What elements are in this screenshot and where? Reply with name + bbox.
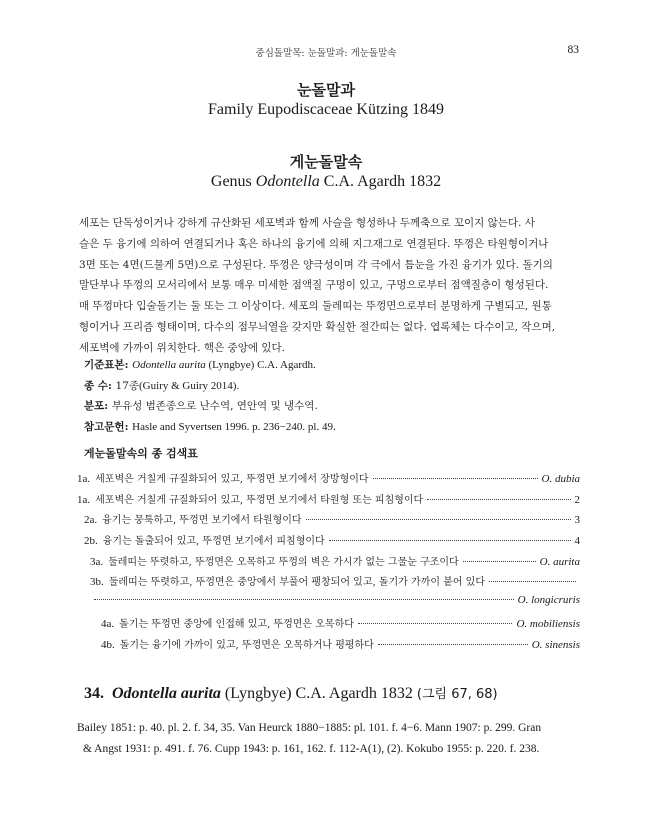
description-line: 3면 또는 4면(드물게 5면)으로 구성된다. 뚜껑은 양극성이며 각 극에서 틈눈을 가진 융기가 있다. 돌기의 xyxy=(79,258,553,271)
dot-leader xyxy=(373,478,538,479)
key-target: O. longicruris xyxy=(517,594,580,607)
figure-reference: (그림 67, 68) xyxy=(416,687,498,702)
dot-leader xyxy=(94,599,514,600)
key-couplet-number: 4a. xyxy=(101,617,115,630)
key-couplet-text: 둘레띠는 뚜렷하고, 뚜껑면은 중앙에서 부풀어 팽창되어 있고, 돌기가 가까이 붙어 있다 xyxy=(108,577,485,589)
key-target: 2 xyxy=(574,493,580,506)
type-species-label: 기준표본 xyxy=(84,359,125,371)
distribution-row: 분포: 부유성 범존종으로 난수역, 연안역 및 냉수역. xyxy=(84,400,318,412)
key-couplet-text: 세포벽은 거칠게 규질화되어 있고, 뚜껑면 보기에서 타원형 또는 피침형이다 xyxy=(95,494,424,506)
key-target: 4 xyxy=(574,535,580,548)
genus-title-latin xyxy=(0,173,652,191)
synonymy-references xyxy=(77,718,577,760)
species-authority: (Lyngbye) C.A. Agardh 1832 xyxy=(220,685,417,702)
key-target: 3 xyxy=(574,514,580,527)
species-heading xyxy=(84,683,498,703)
species-number: 34. xyxy=(84,685,104,702)
species-count-ref: (Guiry & Guiry 2014). xyxy=(139,379,240,392)
distribution-value: 부유성 범존종으로 난수역, 연안역 및 냉수역. xyxy=(111,400,318,412)
species-count-row: 종 수: 17종(Guiry & Guiry 2014). xyxy=(84,379,240,392)
key-couplet-number: 2b. xyxy=(84,535,98,548)
key-couplet-text: 융기는 뭉툭하고, 뚜껑면 보기에서 타원형이다 xyxy=(102,515,302,527)
key-row xyxy=(77,553,580,574)
description-line: 슬은 두 융기에 의하여 연결되거나 혹은 하나의 융기에 의해 지그재그로 연결된다. 뚜껑은 타원형이거나 xyxy=(79,237,549,250)
key-row xyxy=(77,636,580,657)
description-line: 매 뚜껑마다 입술돌기는 둘 또는 그 이상이다. 세포의 둘레띠는 뚜껑면으로부터 분명하게 구별되고, 원통 xyxy=(79,300,552,313)
key-row xyxy=(77,615,580,636)
key-couplet-text: 둘레띠는 뚜렷하고, 뚜껑면은 오목하고 뚜껑의 벽은 가시가 없는 그물눈 구조이다 xyxy=(108,556,459,568)
key-row xyxy=(77,573,580,594)
key-row xyxy=(77,511,580,532)
identification-key xyxy=(77,470,580,656)
family-title-korean: 눈돌말과 xyxy=(297,81,355,99)
key-couplet-text: 돌기는 뚜껑면 중앙에 인접해 있고, 뚜껑면은 오목하다 xyxy=(119,618,354,630)
key-couplet-number: 4b. xyxy=(101,638,115,651)
key-couplet-text: 돌기는 융기에 가까이 있고, 뚜껑면은 오목하거나 평평하다 xyxy=(119,639,374,651)
type-species-name: Odontella aurita xyxy=(132,359,206,371)
key-row xyxy=(77,532,580,553)
references-row: 참고문헌: Hasle and Syvertsen 1996. p. 236−240. pl. 49. xyxy=(84,420,336,433)
genus-authority: C.A. Agardh 1832 xyxy=(319,173,442,190)
key-target: O. aurita xyxy=(539,555,580,568)
page-number: 83 xyxy=(567,44,579,56)
key-couplet-number: 1a. xyxy=(77,493,91,506)
species-count-value: 17종 xyxy=(115,379,140,392)
identification-key-title: 게눈돌말속의 종 검색표 xyxy=(84,447,198,460)
running-head: 중심돌말목: 눈돌말과: 게눈돌말속 xyxy=(255,48,397,59)
type-species-row: 기준표본: Odontella aurita (Lyngbye) C.A. Agardh. xyxy=(84,359,316,371)
key-couplet-number: 2a. xyxy=(84,514,98,527)
reference-line: Bailey 1851: p. 40. pl. 2. f. 34, 35. Van Heurck 1880−1885: pl. 101. f. 4−6. Mann 1907: p. 299. Gran xyxy=(77,722,542,734)
genus-description xyxy=(79,213,577,359)
genus-prefix: Genus xyxy=(210,173,256,190)
family-title-latin: Family Eupodiscaceae Kützing 1849 xyxy=(208,101,444,118)
key-couplet-text: 융기는 돌출되어 있고, 뚜껑면 보기에서 피침형이다 xyxy=(102,536,325,548)
reference-line: & Angst 1931: p. 491. f. 76. Cupp 1943: p. 161, 162. f. 112-A(1), (2). Kokubo 1955: p. 220. f. 238. xyxy=(83,743,540,755)
description-line: 세포벽에 가까이 위치한다. 핵은 중앙에 있다. xyxy=(79,341,285,354)
dot-leader xyxy=(427,499,570,500)
type-species-authority: (Lyngbye) C.A. Agardh. xyxy=(205,359,316,371)
key-row-continuation xyxy=(77,594,580,615)
key-couplet-number: 3a. xyxy=(90,555,104,568)
description-line: 형이거나 프리즘 형태이며, 다수의 점무늬열을 갖지만 확실한 절간띠는 없다. 엽록체는 다수이고, 작으며, xyxy=(79,320,556,333)
genus-name: Odontella xyxy=(255,173,320,190)
dot-leader xyxy=(463,561,536,562)
dot-leader xyxy=(358,623,513,624)
key-row xyxy=(77,491,580,512)
key-couplet-text: 세포벽은 거칠게 규질화되어 있고, 뚜껑면 보기에서 장방형이다 xyxy=(95,474,369,485)
key-couplet-number: 1a. xyxy=(77,473,91,485)
key-target: O. mobiliensis xyxy=(516,617,580,630)
dot-leader xyxy=(378,644,528,645)
dot-leader xyxy=(489,581,576,582)
description-line: 말단부나 뚜껑의 모서리에서 보통 매우 미세한 점액질 구멍이 있고, 구멍으로부터 점액질층이 형성된다. xyxy=(79,279,549,292)
distribution-label: 분포 xyxy=(84,400,105,412)
key-target: O. sinensis xyxy=(531,638,580,651)
key-couplet-number: 3b. xyxy=(90,576,104,589)
species-count-label: 종 수 xyxy=(84,379,108,392)
dot-leader xyxy=(329,540,571,541)
genus-metadata xyxy=(84,355,574,437)
key-row xyxy=(77,470,580,491)
references-value: Hasle and Syvertsen 1996. p. 236−240. pl. 49. xyxy=(132,420,336,433)
key-target: O. dubia xyxy=(541,473,580,485)
description-line: 세포는 단독성이거나 강하게 규산화된 세포벽과 함께 사슬을 형성하나 두께축으로 꼬이지 않는다. 사 xyxy=(79,217,535,229)
genus-title-korean: 게눈돌말속 xyxy=(289,153,363,171)
dot-leader xyxy=(306,519,571,520)
species-name: Odontella aurita xyxy=(112,685,221,702)
references-label: 참고문헌 xyxy=(84,420,125,433)
